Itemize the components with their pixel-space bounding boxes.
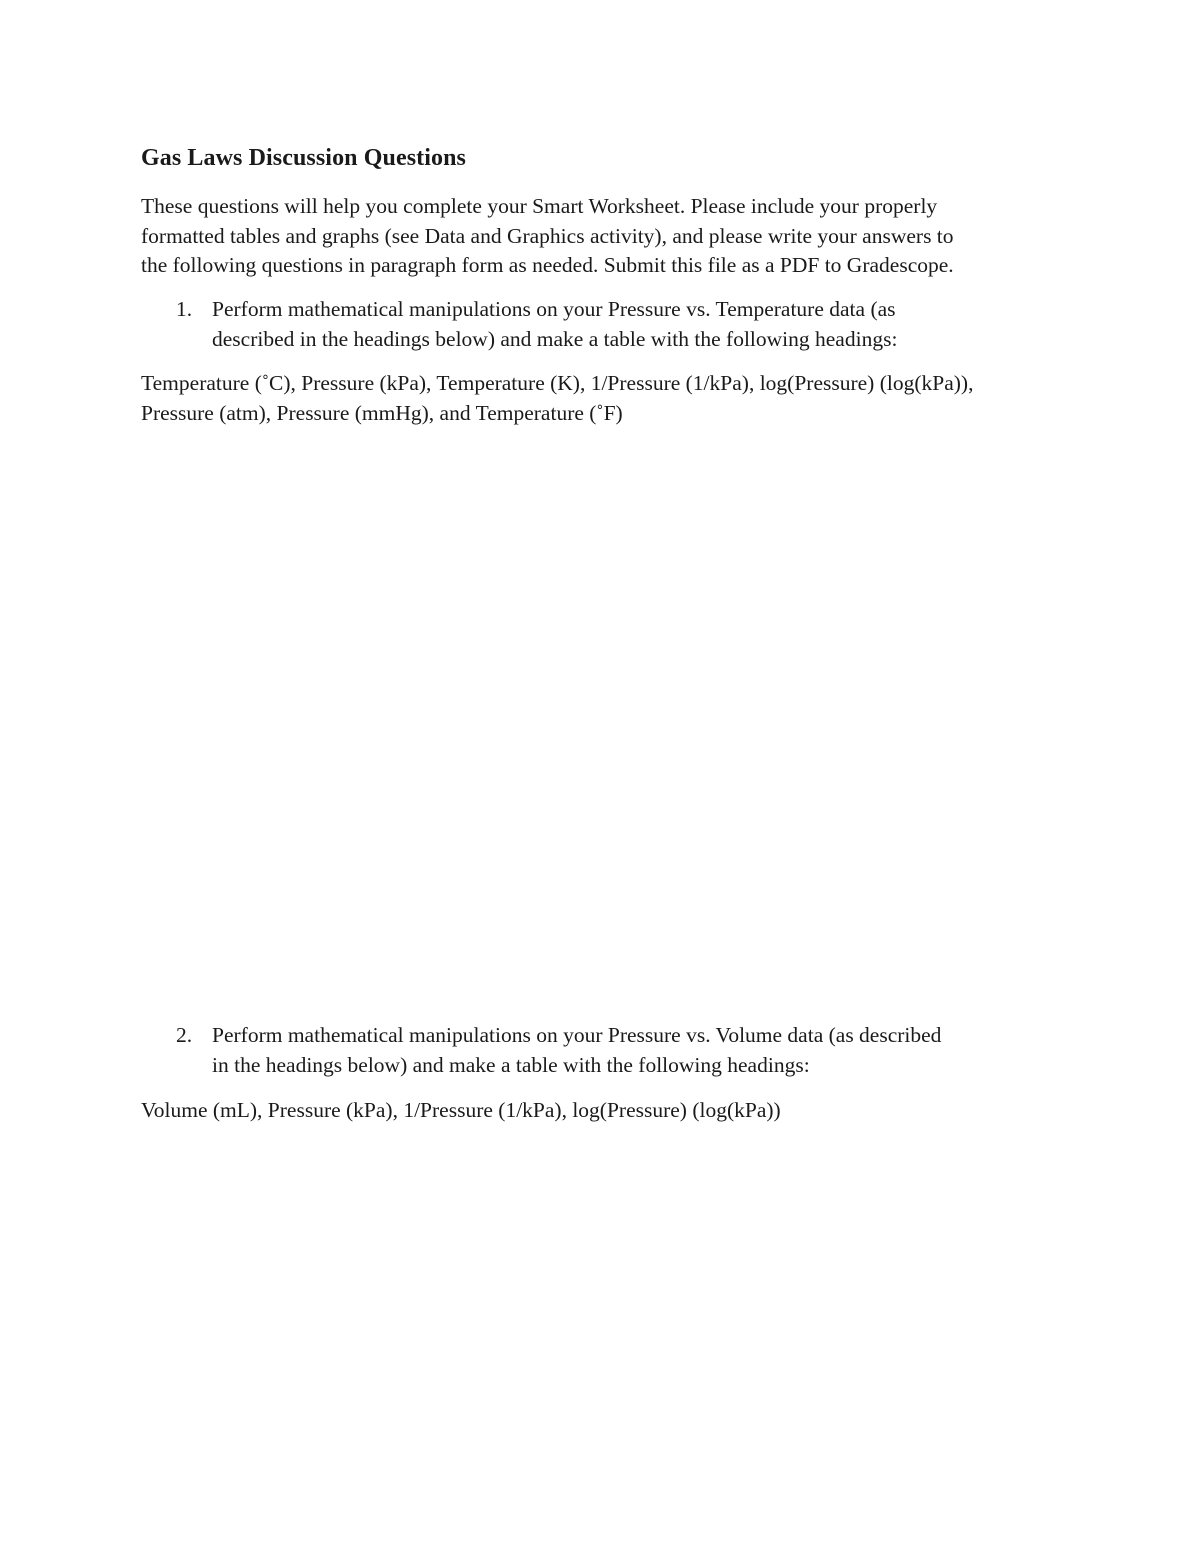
intro-line: These questions will help you complete your Smart Worksheet. Please include your properly	[141, 194, 938, 218]
question-line: in the headings below) and make a table with the following headings:	[212, 1052, 810, 1077]
question-1-headings	[141, 369, 1061, 428]
question-line: Perform mathematical manipulations on your Pressure vs. Volume data (as described	[212, 1023, 942, 1047]
question-line: Perform mathematical manipulations on your Pressure vs. Temperature data (as	[212, 297, 896, 321]
question-number: 2.	[176, 1023, 193, 1047]
headings-line: Pressure (atm), Pressure (mmHg), and Temperature (˚F)	[141, 400, 623, 425]
headings-line: Volume (mL), Pressure (kPa), 1/Pressure (1/kPa), log(Pressure) (log(kPa))	[141, 1098, 781, 1122]
question-2	[176, 1021, 1036, 1080]
question-line: described in the headings below) and make a table with the following headings:	[212, 326, 898, 351]
page-title: Gas Laws Discussion Questions	[141, 145, 466, 171]
question-1	[176, 295, 1036, 354]
question-number: 1.	[176, 297, 193, 321]
headings-line: Temperature (˚C), Pressure (kPa), Temperature (K), 1/Pressure (1/kPa), log(Pressure) (log(kPa)),	[141, 371, 974, 395]
question-text	[212, 1021, 1036, 1080]
question-2-headings	[141, 1096, 1061, 1126]
intro-line: formatted tables and graphs (see Data and Graphics activity), and please write your answers to	[141, 223, 954, 248]
intro-paragraph	[141, 192, 1061, 281]
question-text	[212, 295, 1036, 354]
intro-line: the following questions in paragraph form as needed. Submit this file as a PDF to Gradescope.	[141, 253, 954, 277]
